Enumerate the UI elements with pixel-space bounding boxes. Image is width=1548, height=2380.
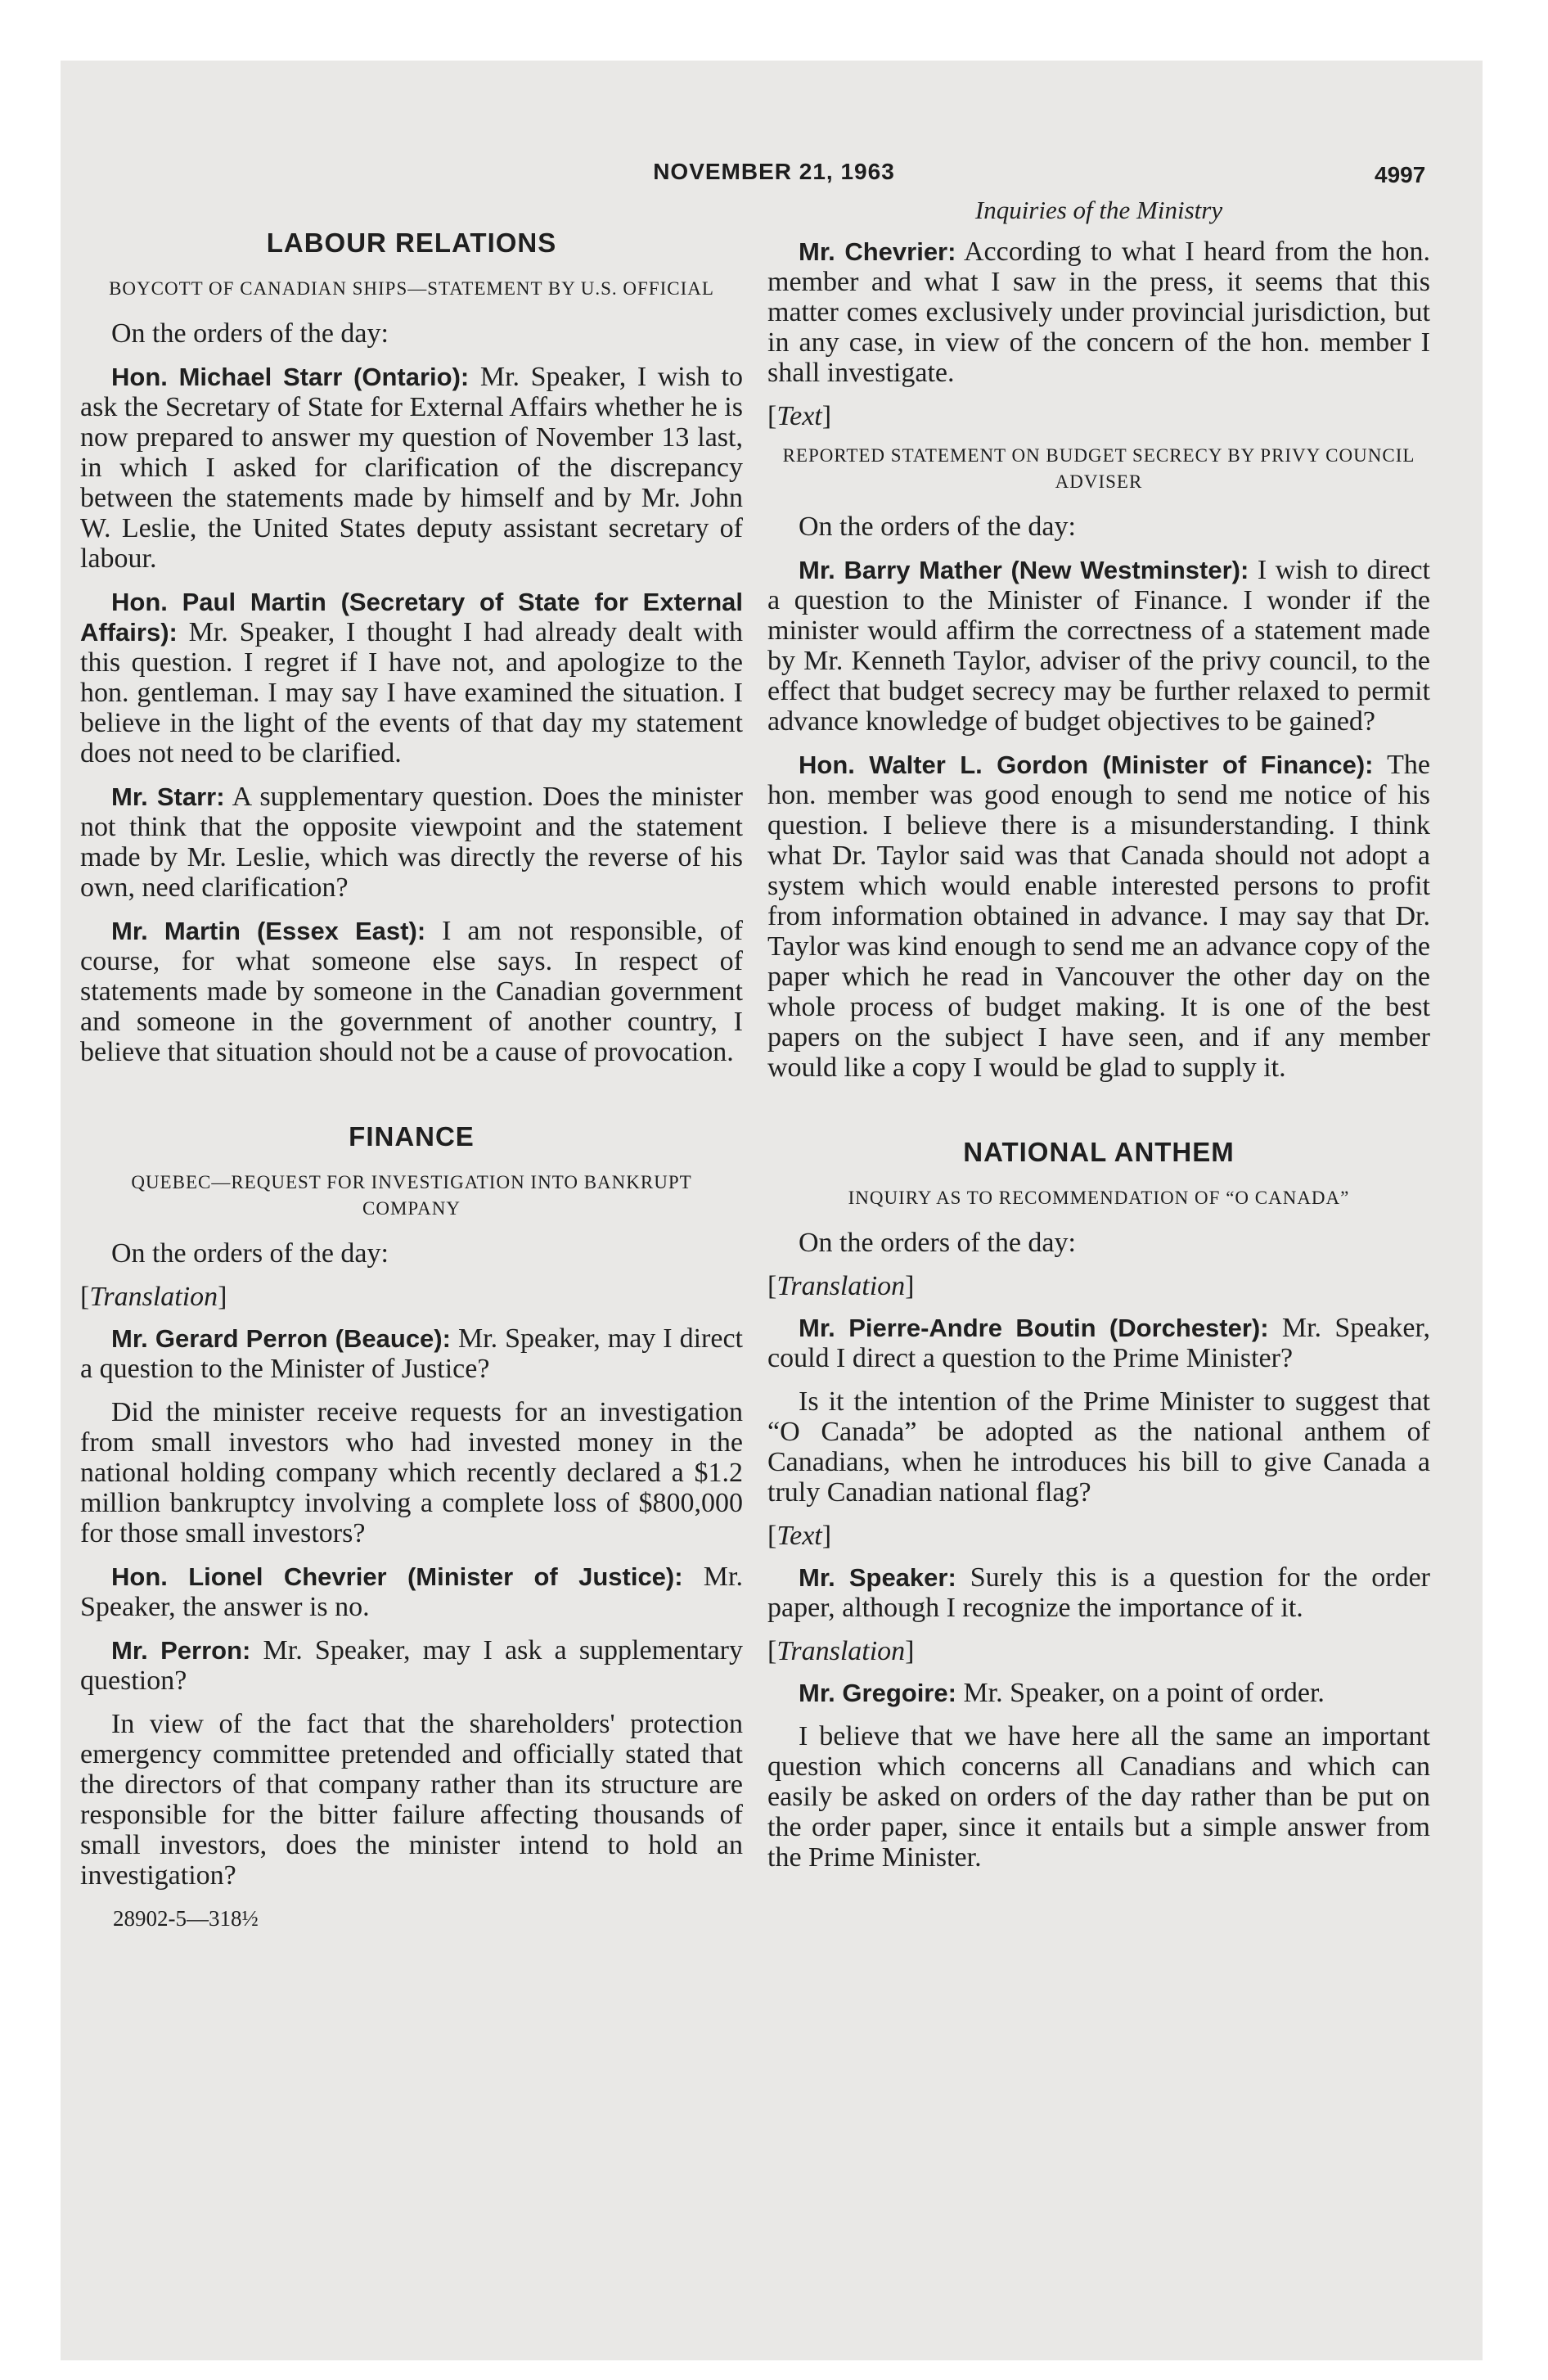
paragraph <box>767 1313 1430 1373</box>
paragraph <box>767 555 1430 737</box>
orders-of-day: On the orders of the day: <box>799 512 1076 542</box>
paragraph: Is it the intention of the Prime Minister to suggest that “O Canada” be adopted as the national anthem of Canadians, when he introduces his bill to give Canada a truly Canadian national flag? <box>767 1386 1430 1508</box>
orders-of-day: On the orders of the day: <box>111 318 389 349</box>
speech-text: Surely this is a question for the order paper, although I recognize the importance of it. <box>767 1562 1430 1623</box>
text-label: Text <box>776 401 822 431</box>
speech-text: Mr. Speaker, I thought I had already dealt with this question. I regret if I have not, and apologize to the hon. gentleman. I may say I have examined the situation. I believe in the light of the events of that day my statement does not need to be clarified. <box>80 617 743 769</box>
speaker-name: Mr. Speaker: <box>799 1563 956 1592</box>
speech-text: A supplementary question. Does the minister not think that the opposite viewpoint and the statement made by Mr. Leslie, which was directly the reverse of his own, need clarification? <box>80 782 743 903</box>
subheading-quebec: QUEBEC—REQUEST FOR INVESTIGATION INTO BANKRUPT COMPANY <box>131 1172 692 1219</box>
paragraph: I believe that we have here all the same an important question which concerns all Canadians and which can easily be asked on orders of the day rather than be put on the order paper, since it entails but a simple answer from the Prime Minister. <box>767 1721 1430 1873</box>
speech-text: I am not responsible, of course, for what someone else says. In respect of statements made by someone in the Canadian government and someone in the government of another country, I believe that situation should not be a cause of provocation. <box>80 916 743 1067</box>
speaker-name: Mr. Barry Mather (New Westminster): <box>799 556 1249 584</box>
speaker-name: Hon. Michael Starr (Ontario): <box>111 363 470 391</box>
speaker-name: Hon. Paul Martin (Secretary of State for External Affairs): <box>80 588 743 647</box>
speech-text: Mr. Speaker, could I direct a question to the Prime Minister? <box>767 1313 1430 1373</box>
section-heading-national-anthem: NATIONAL ANTHEM <box>963 1137 1235 1167</box>
paragraph <box>767 1678 1430 1708</box>
paragraph: In view of the fact that the shareholders' protection emergency committee pretended and officially stated that the directors of that company rather than its structure are responsible for the bitter failure affecting thousands of small investors, does the minister intend to hold an investigation? <box>80 1709 743 1891</box>
paragraph <box>80 362 743 574</box>
page-number: 4997 <box>1375 162 1426 187</box>
paragraph <box>767 237 1430 388</box>
speech-text: Mr. Speaker, may I direct a question to the Minister of Justice? <box>80 1323 743 1384</box>
paragraph <box>80 587 743 769</box>
subheading-boycott: BOYCOTT OF CANADIAN SHIPS—STATEMENT BY U.S. OFFICIAL <box>109 278 714 299</box>
translation-tag: [Translation] <box>767 1271 915 1301</box>
translation-label: Translation <box>776 1636 906 1666</box>
translation-label: Translation <box>776 1271 906 1301</box>
subheading-budget-secrecy: REPORTED STATEMENT ON BUDGET SECRECY BY PRIVY COUNCIL ADVISER <box>782 445 1415 492</box>
speaker-name: Mr. Martin (Essex East): <box>111 917 426 945</box>
paragraph <box>80 916 743 1067</box>
left-column <box>80 228 743 1934</box>
paragraph <box>767 750 1430 1083</box>
speech-text: Mr. Speaker, may I ask a supplementary question? <box>80 1635 743 1696</box>
speaker-name: Mr. Starr: <box>111 782 225 811</box>
translation-label: Translation <box>89 1282 218 1312</box>
page-header <box>0 159 1548 192</box>
speech-text: Mr. Speaker, I wish to ask the Secretary of State for External Affairs whether he is now prepared to answer my question of November 13 last, in which I asked for clarification of the discrepancy between the statements made by himself and by Mr. John W. Leslie, the United States deputy assistant secretary of labour. <box>80 362 743 574</box>
speech-text: The hon. member was good enough to send me notice of his question. I believe there is a misunderstanding. I think what Dr. Taylor said was that Canada should not adopt a system which would enable interested persons to profit from information obtained in advance. I may say that Dr. Taylor was kind enough to send me an advance copy of the paper which he read in Vancouver the other day on the whole process of budget making. It is one of the best papers on the subject I have seen, and if any member would like a copy I would be glad to supply it. <box>767 750 1430 1083</box>
speaker-name: Hon. Walter L. Gordon (Minister of Finance): <box>799 751 1374 779</box>
text-label: Text <box>776 1521 822 1551</box>
speaker-name: Mr. Chevrier: <box>799 237 956 266</box>
right-column <box>767 195 1430 1886</box>
speech-text: Mr. Speaker, the answer is no. <box>80 1562 743 1622</box>
footer-code: 28902-5—318½ <box>113 1906 259 1931</box>
paragraph: Did the minister receive requests for an investigation from small investors who had invested money in the national holding company which recently declared a $1.2 million bankruptcy involving a complete loss of $800,000 for those small investors? <box>80 1397 743 1548</box>
text-tag: [Text] <box>767 401 832 431</box>
speaker-name: Mr. Gerard Perron (Beauce): <box>111 1324 451 1353</box>
speaker-name: Mr. Pierre-Andre Boutin (Dorchester): <box>799 1314 1269 1342</box>
speaker-name: Hon. Lionel Chevrier (Minister of Justice): <box>111 1562 683 1591</box>
paragraph <box>80 782 743 903</box>
section-heading-labour-relations: LABOUR RELATIONS <box>266 228 557 258</box>
translation-tag: [Translation] <box>80 1282 227 1312</box>
speech-text: According to what I heard from the hon. member and what I saw in the press, it seems that this matter comes exclusively under provincial jurisdiction, but in any case, in view of the concern of the hon. member I shall investigate. <box>767 237 1431 388</box>
paragraph <box>80 1562 743 1622</box>
text-tag: [Text] <box>767 1521 832 1551</box>
translation-tag: [Translation] <box>767 1636 915 1666</box>
orders-of-day: On the orders of the day: <box>799 1228 1076 1258</box>
section-heading-finance: FINANCE <box>349 1121 475 1152</box>
header-date: NOVEMBER 21, 1963 <box>653 159 895 184</box>
speaker-name: Mr. Gregoire: <box>799 1679 956 1707</box>
speaker-name: Mr. Perron: <box>111 1636 251 1665</box>
paragraph <box>80 1635 743 1696</box>
paragraph <box>767 1562 1430 1623</box>
orders-of-day: On the orders of the day: <box>111 1238 389 1269</box>
subheading-o-canada: INQUIRY AS TO RECOMMENDATION OF “O CANADA” <box>848 1188 1350 1208</box>
paragraph <box>80 1323 743 1384</box>
running-title: Inquiries of the Ministry <box>974 196 1223 224</box>
speech-text: I wish to direct a question to the Minister of Finance. I wonder if the minister would affirm the correctness of a statement made by Mr. Kenneth Taylor, adviser of the privy council, to the effect that budget secrecy may be further relaxed to permit advance knowledge of budget objectives to be gained? <box>767 555 1430 737</box>
speech-text: Mr. Speaker, on a point of order. <box>956 1678 1325 1708</box>
